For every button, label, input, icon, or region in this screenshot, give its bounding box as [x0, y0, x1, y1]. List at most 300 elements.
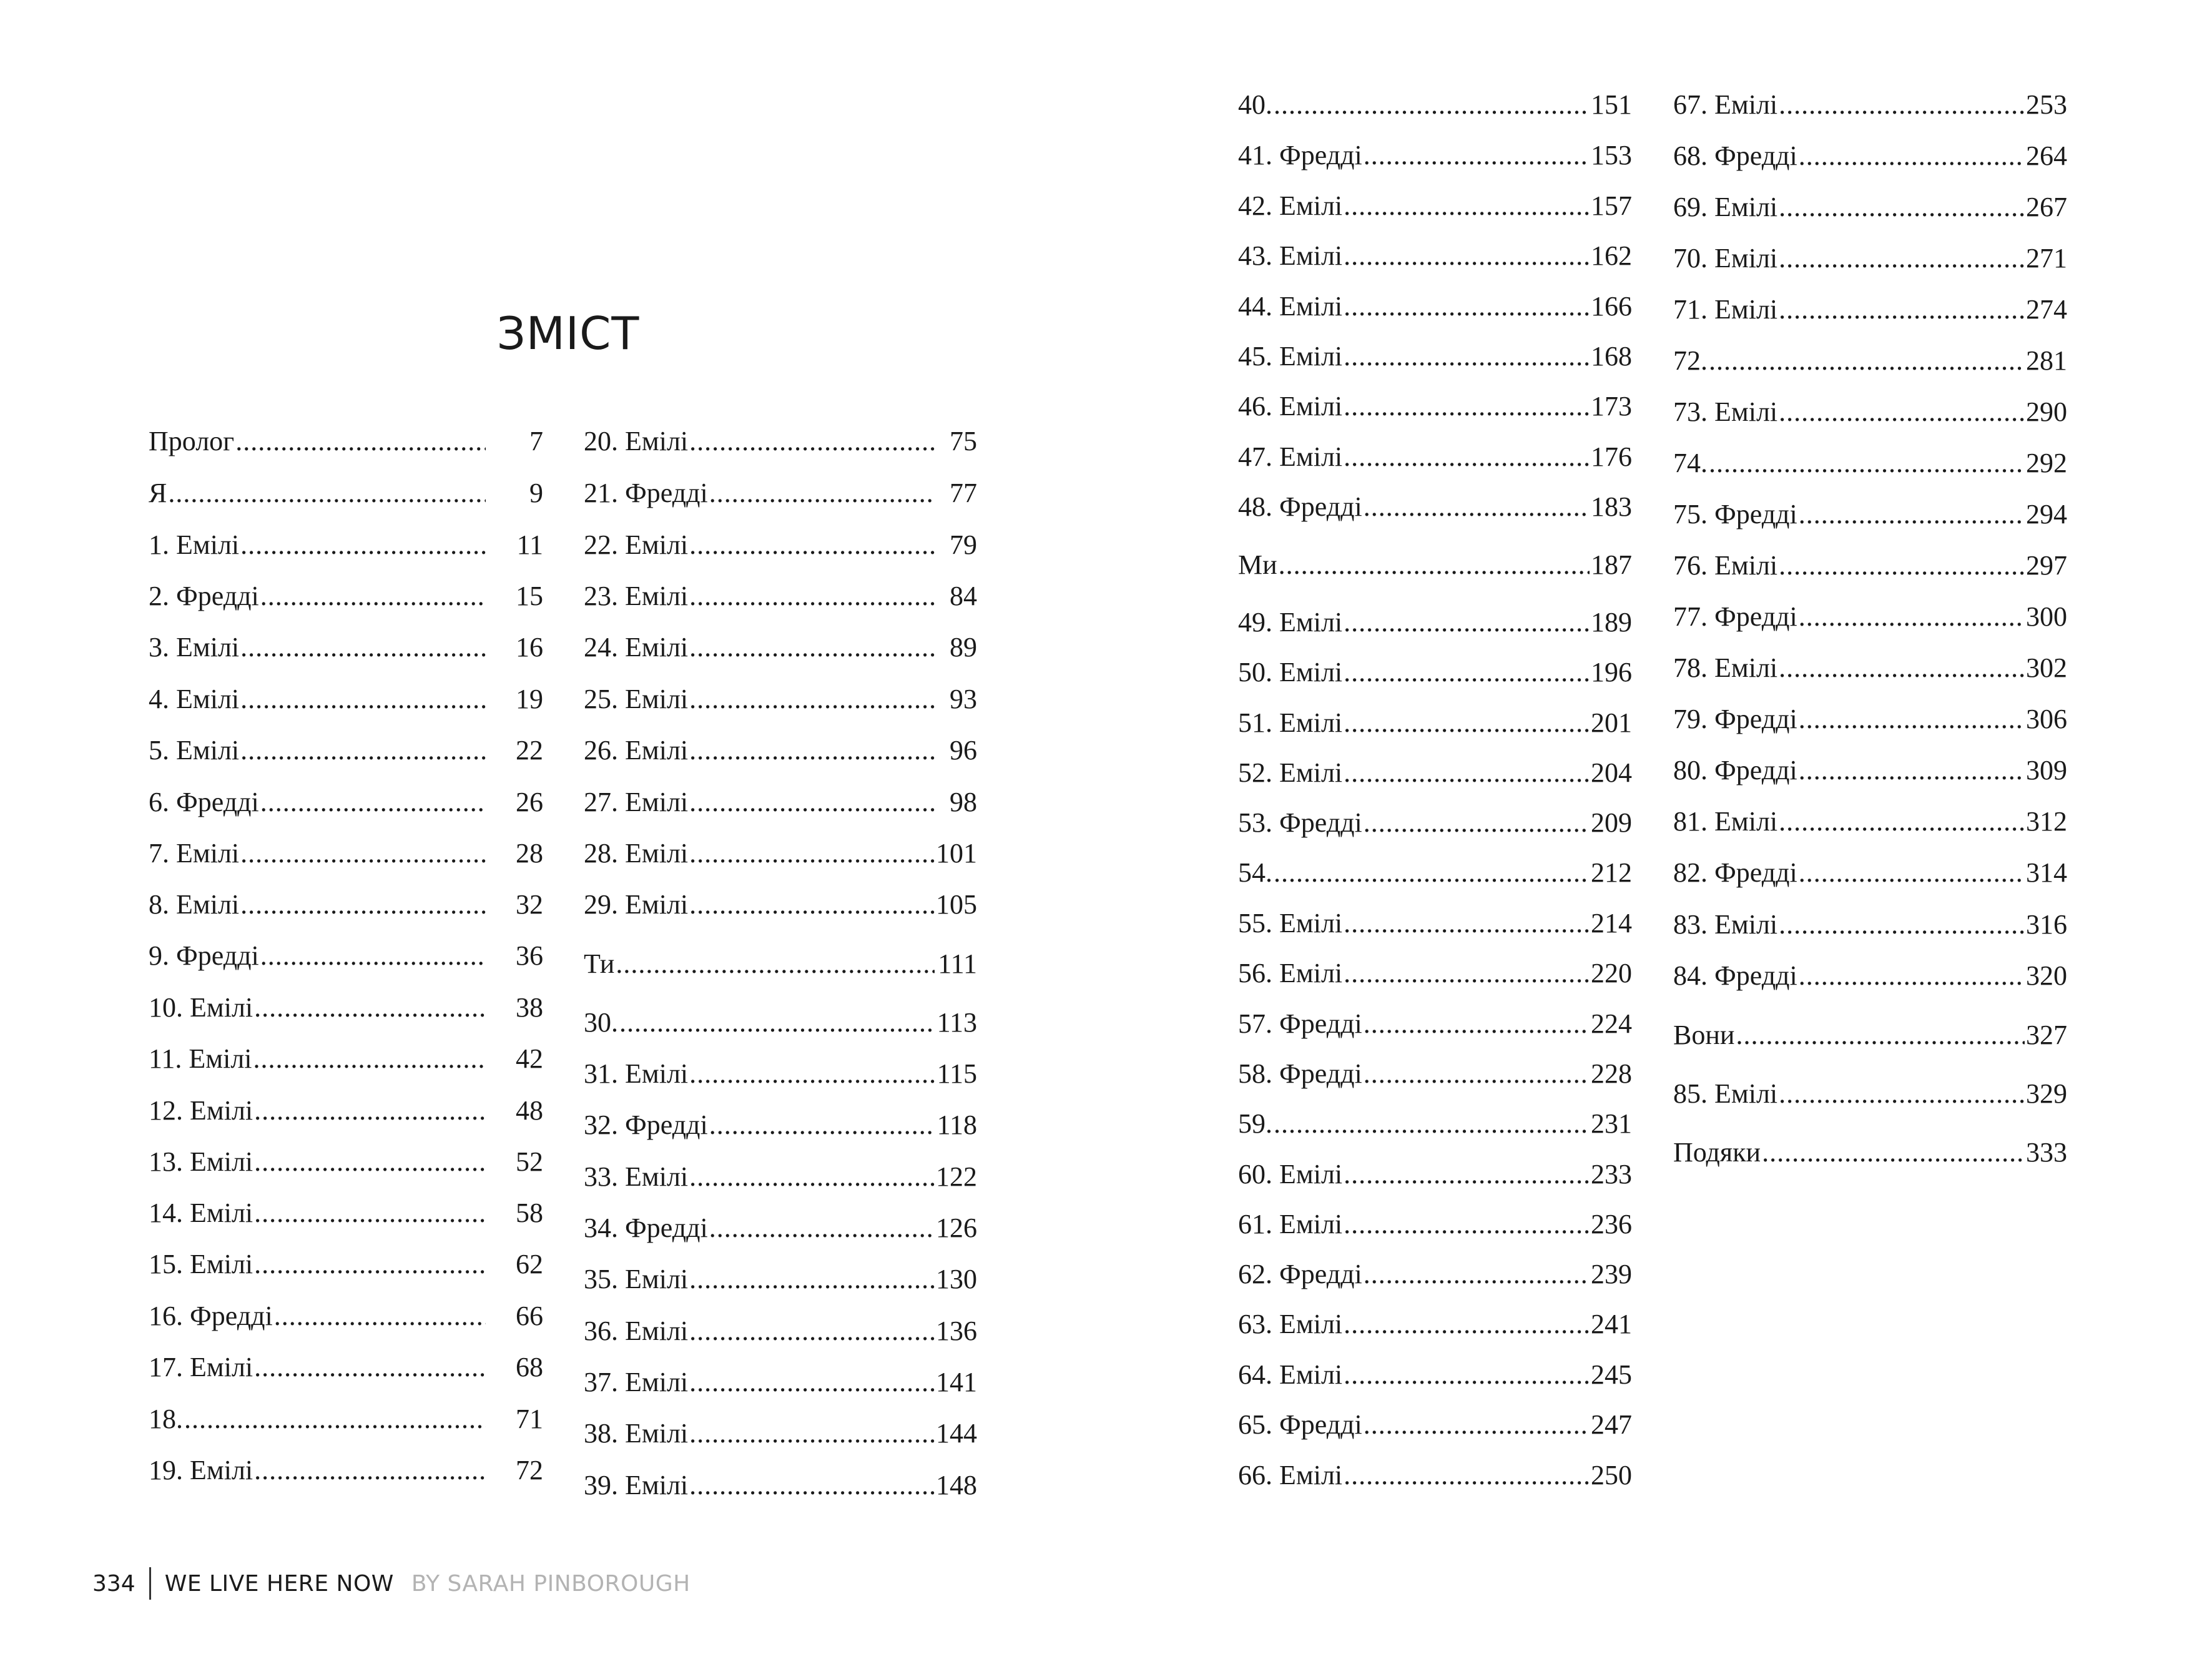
dot-leader: [689, 1415, 935, 1452]
toc-entry: [1238, 488, 1632, 526]
toc-entry: [1673, 803, 2067, 840]
toc-entry-label: 26. Емілі: [584, 735, 689, 766]
toc-entry-label: 63. Емілі: [1238, 1309, 1343, 1339]
dot-leader: [689, 784, 935, 821]
toc-entry-label: 9. Фредді: [149, 940, 259, 971]
toc-entry: [1673, 291, 2067, 328]
toc-entry-label: 3. Емілі: [149, 632, 240, 662]
toc-entry-page: 290: [2026, 396, 2067, 427]
toc-entry-page: 52: [516, 1146, 543, 1177]
toc-entry-label: 43. Емілі: [1238, 240, 1343, 271]
toc-entry-label: 73. Емілі: [1673, 396, 1778, 427]
toc-entry: [149, 578, 543, 615]
dot-leader: [1364, 1406, 1590, 1444]
toc-entry-page: 122: [936, 1161, 977, 1192]
toc-entry-label: 67. Емілі: [1673, 89, 1778, 120]
footer-divider: [149, 1567, 151, 1600]
toc-entry: [1673, 854, 2067, 892]
toc-entry-label: 82. Фредді: [1673, 857, 1797, 888]
toc-entry-label: 51. Емілі: [1238, 707, 1343, 738]
toc-entry-page: 333: [2026, 1137, 2067, 1168]
toc-entry: [1238, 1005, 1632, 1043]
toc-entry: [584, 629, 977, 666]
toc-entry: [1238, 1406, 1632, 1444]
dot-leader: [1762, 1134, 2025, 1171]
dot-leader: [1364, 488, 1590, 526]
dot-leader: [1799, 957, 2025, 995]
toc-entry-page: 214: [1591, 908, 1632, 938]
toc-entry-label: 76. Емілі: [1673, 550, 1778, 581]
toc-entry-page: 314: [2026, 857, 2067, 888]
toc-entry-label: Пролог: [149, 426, 235, 456]
toc-entry-label: 58. Фредді: [1238, 1058, 1362, 1089]
toc-entry-page: 241: [1591, 1309, 1632, 1339]
toc-entry-label: 35. Емілі: [584, 1264, 689, 1294]
toc-entry: [149, 937, 543, 975]
dot-leader: [1274, 86, 1590, 124]
dot-leader: [235, 423, 486, 460]
toc-entry-label: 10. Емілі: [149, 992, 253, 1023]
toc-entry-page: 151: [1591, 89, 1632, 120]
toc-entry-page: 228: [1591, 1058, 1632, 1089]
toc-entry-page: 38: [516, 992, 543, 1023]
dot-leader: [240, 629, 486, 666]
toc-entry-page: 96: [950, 735, 977, 766]
toc-entry-page: 16: [516, 632, 543, 662]
dot-leader: [689, 681, 935, 718]
toc-entry: [584, 526, 977, 564]
toc-entry: [1238, 288, 1632, 325]
dot-leader: [1779, 649, 2025, 687]
toc-entry-page: 162: [1591, 240, 1632, 271]
toc-entry-label: 47. Емілі: [1238, 441, 1343, 472]
toc-entry: [584, 835, 977, 872]
toc-entry-page: 231: [1591, 1108, 1632, 1139]
dot-leader: [689, 1261, 935, 1298]
toc-entry: [584, 578, 977, 615]
dot-leader: [1274, 854, 1590, 892]
toc-entry-page: 300: [2026, 601, 2067, 632]
toc-entry-page: 105: [936, 889, 977, 920]
toc-entry-page: 84: [950, 581, 977, 611]
dot-leader: [1344, 438, 1590, 476]
toc-entry: [584, 1261, 977, 1298]
toc-entry-page: 267: [2026, 192, 2067, 222]
dot-leader: [1779, 393, 2025, 431]
toc-entry-label: 85. Емілі: [1673, 1078, 1778, 1109]
toc-entry: [1238, 338, 1632, 375]
dot-leader: [709, 1209, 935, 1247]
toc-entry-label: 75. Фредді: [1673, 499, 1797, 529]
book-title: WE LIVE HERE NOW: [164, 1570, 394, 1597]
dot-leader: [254, 1143, 486, 1181]
toc-entry: [149, 835, 543, 872]
dot-leader: [1344, 1306, 1590, 1343]
toc-entry-page: 26: [516, 787, 543, 817]
toc-entry: [1673, 1134, 2067, 1171]
toc-entry: [149, 1194, 543, 1232]
dot-leader: [1364, 804, 1590, 842]
dot-leader: [709, 1106, 935, 1144]
toc-entry-page: 312: [2026, 806, 2067, 837]
toc-entry-label: 53. Фредді: [1238, 807, 1362, 838]
dot-leader: [254, 1349, 486, 1386]
toc-entry-page: 201: [1591, 707, 1632, 738]
toc-entry: [149, 1401, 543, 1438]
toc-entry-page: 183: [1591, 491, 1632, 522]
toc-entry-label: 18.: [149, 1404, 183, 1434]
dot-leader: [1344, 704, 1590, 742]
dot-leader: [1779, 86, 2025, 124]
toc-entry-page: 9: [529, 478, 543, 508]
toc-entry-label: 80. Фредді: [1673, 755, 1797, 785]
toc-entry-page: 320: [2026, 960, 2067, 991]
toc-entry-label: 37. Емілі: [584, 1367, 689, 1397]
toc-entry: [1238, 137, 1632, 174]
toc-entry-label: 5. Емілі: [149, 735, 240, 766]
toc-entry-page: 136: [936, 1316, 977, 1346]
toc-entry: [1238, 854, 1632, 892]
toc-entry-page: 204: [1591, 757, 1632, 788]
dot-leader: [240, 526, 486, 564]
dot-leader: [689, 732, 935, 769]
toc-entry: [584, 681, 977, 718]
toc-entry: [149, 784, 543, 821]
dot-leader: [1364, 1055, 1590, 1093]
toc-entry: [1238, 654, 1632, 691]
dot-leader: [1344, 1156, 1590, 1193]
toc-entry-page: 144: [936, 1418, 977, 1449]
toc-entry-label: 13. Емілі: [149, 1146, 253, 1177]
toc-entry-label: 79. Фредді: [1673, 704, 1797, 734]
toc-entry: [1673, 752, 2067, 789]
toc-entry-page: 157: [1591, 190, 1632, 221]
toc-entry: [149, 1143, 543, 1181]
toc-entry-label: 22. Емілі: [584, 529, 689, 560]
toc-entry-label: 20. Емілі: [584, 426, 689, 456]
toc-entry-label: 71. Емілі: [1673, 294, 1778, 325]
dot-leader: [260, 937, 486, 975]
dot-leader: [1344, 338, 1590, 375]
dot-leader: [1709, 342, 2025, 380]
toc-entry-page: 212: [1591, 857, 1632, 888]
dot-leader: [1779, 547, 2025, 584]
toc-entry: [1673, 547, 2067, 584]
toc-entry: [584, 784, 977, 821]
toc-entry-page: 72: [516, 1455, 543, 1485]
toc-entry-label: 21. Фредді: [584, 478, 708, 508]
toc-entry: [584, 1209, 977, 1247]
toc-entry: [1238, 1306, 1632, 1343]
dot-leader: [1779, 189, 2025, 226]
toc-entry-page: 48: [516, 1095, 543, 1126]
toc-entry-label: 52. Емілі: [1238, 757, 1343, 788]
toc-entry-page: 141: [936, 1367, 977, 1397]
dot-leader: [1799, 496, 2025, 533]
toc-entry-label: 46. Емілі: [1238, 391, 1343, 421]
toc-entry-page: 189: [1591, 607, 1632, 638]
toc-entry-page: 329: [2026, 1078, 2067, 1109]
toc-entry-page: 236: [1591, 1209, 1632, 1239]
toc-entry-page: 19: [516, 684, 543, 714]
toc-entry: [1238, 704, 1632, 742]
toc-entry-page: 36: [516, 940, 543, 971]
toc-entry-label: 55. Емілі: [1238, 908, 1343, 938]
toc-entry-label: 83. Емілі: [1673, 909, 1778, 940]
toc-entry: [1238, 388, 1632, 425]
toc-entry: [149, 1092, 543, 1130]
toc-entry: [1238, 546, 1632, 584]
toc-entry-label: 11. Емілі: [149, 1043, 252, 1074]
toc-entry-page: 42: [516, 1043, 543, 1074]
toc-entry-label: 7. Емілі: [149, 838, 240, 869]
toc-entry-label: 2. Фредді: [149, 581, 259, 611]
toc-entry-label: Подяки: [1673, 1137, 1761, 1168]
toc-entry: [584, 945, 977, 983]
toc-entry-label: 61. Емілі: [1238, 1209, 1343, 1239]
dot-leader: [689, 1055, 935, 1093]
toc-entry: [1238, 905, 1632, 942]
toc-entry-label: 69. Емілі: [1673, 192, 1778, 222]
toc-entry-page: 316: [2026, 909, 2067, 940]
dot-leader: [1344, 237, 1590, 275]
toc-entry: [1673, 1017, 2067, 1054]
toc-entry: [584, 423, 977, 460]
toc-entry-label: 50. Емілі: [1238, 657, 1343, 687]
toc-entry-page: 302: [2026, 652, 2067, 683]
toc-entry: [149, 1246, 543, 1283]
toc-entry-page: 75: [950, 426, 977, 456]
toc-entry-label: 4. Емілі: [149, 684, 240, 714]
toc-entry-page: 294: [2026, 499, 2067, 529]
dot-leader: [1364, 137, 1590, 174]
toc-entry: [149, 989, 543, 1026]
dot-leader: [1779, 291, 2025, 328]
page-number: 334: [92, 1570, 135, 1597]
toc-entry: [584, 886, 977, 923]
toc-entry-label: 14. Емілі: [149, 1198, 253, 1228]
toc-entry-page: 309: [2026, 755, 2067, 785]
toc-entry: [149, 629, 543, 666]
toc-entry: [149, 681, 543, 718]
toc-entry: [1673, 598, 2067, 636]
toc-entry-page: 115: [936, 1058, 977, 1089]
dot-leader: [1344, 288, 1590, 325]
dot-leader: [254, 1092, 486, 1130]
dot-leader: [1344, 187, 1590, 225]
dot-leader: [689, 1158, 935, 1196]
toc-entry: [1238, 438, 1632, 476]
toc-entry-page: 98: [950, 787, 977, 817]
toc-entry-label: 33. Емілі: [584, 1161, 689, 1192]
toc-entry-label: 19. Емілі: [149, 1455, 253, 1485]
page-footer: [92, 1566, 691, 1601]
dot-leader: [240, 835, 486, 872]
toc-entry: [584, 1467, 977, 1504]
toc-entry-page: 126: [936, 1213, 977, 1243]
toc-entry-page: 187: [1591, 549, 1632, 580]
toc-entry-page: 111: [938, 948, 977, 979]
dot-leader: [1779, 803, 2025, 840]
toc-entry: [1238, 955, 1632, 992]
dot-leader: [1364, 1005, 1590, 1043]
toc-entry: [1238, 1356, 1632, 1394]
toc-entry: [584, 1106, 977, 1144]
toc-entry-page: 196: [1591, 657, 1632, 687]
toc-entry-label: 42. Емілі: [1238, 190, 1343, 221]
toc-entry-page: 173: [1591, 391, 1632, 421]
dot-leader: [689, 578, 935, 615]
toc-entry: [584, 475, 977, 512]
toc-entry-label: 49. Емілі: [1238, 607, 1343, 638]
toc-entry-label: 56. Емілі: [1238, 958, 1343, 988]
toc-entry-label: 72.: [1673, 345, 1708, 376]
dot-leader: [1274, 1105, 1590, 1143]
toc-entry-label: 60. Емілі: [1238, 1159, 1343, 1189]
dot-leader: [1799, 701, 2025, 738]
toc-entry: [1673, 393, 2067, 431]
toc-entry-page: 209: [1591, 807, 1632, 838]
toc-entry-label: 44. Емілі: [1238, 291, 1343, 322]
toc-entry-page: 176: [1591, 441, 1632, 472]
toc-entry: [149, 1297, 543, 1335]
toc-entry-label: 70. Емілі: [1673, 243, 1778, 273]
toc-entry: [1238, 804, 1632, 842]
toc-entry-label: 74.: [1673, 448, 1708, 478]
toc-entry: [1673, 906, 2067, 943]
toc-entry: [584, 1004, 977, 1041]
toc-entry-page: 292: [2026, 448, 2067, 478]
toc-entry-page: 89: [950, 632, 977, 662]
dot-leader: [240, 681, 486, 718]
toc-entry-page: 306: [2026, 704, 2067, 734]
toc-entry-page: 274: [2026, 294, 2067, 325]
book-author: BY SARAH PINBOROUGH: [411, 1570, 691, 1597]
toc-entry-label: 57. Фредді: [1238, 1008, 1362, 1039]
toc-entry: [1673, 649, 2067, 687]
toc-entry-page: 11: [516, 529, 543, 560]
toc-entry-page: 233: [1591, 1159, 1632, 1189]
dot-leader: [689, 886, 935, 923]
toc-entry-label: 28. Емілі: [584, 838, 689, 869]
toc-entry-page: 153: [1591, 140, 1632, 170]
dot-leader: [254, 1246, 486, 1283]
toc-entry-page: 239: [1591, 1259, 1632, 1289]
toc-entry-label: 78. Емілі: [1673, 652, 1778, 683]
toc-entry: [1238, 1156, 1632, 1193]
toc-entry-label: 1. Емілі: [149, 529, 240, 560]
toc-entry-page: 77: [950, 478, 977, 508]
dot-leader: [254, 989, 486, 1026]
toc-entry-label: 77. Фредді: [1673, 601, 1797, 632]
toc-entry-label: 38. Емілі: [584, 1418, 689, 1449]
toc-entry-page: 247: [1591, 1409, 1632, 1440]
toc-entry-label: 66. Емілі: [1238, 1460, 1343, 1490]
toc-entry: [1673, 701, 2067, 738]
toc-entry-label: 41. Фредді: [1238, 140, 1362, 170]
toc-entry: [149, 1349, 543, 1386]
toc-entry-label: 39. Емілі: [584, 1470, 689, 1500]
toc-entry: [1238, 86, 1632, 124]
toc-entry-page: 297: [2026, 550, 2067, 581]
toc-entry-page: 148: [936, 1470, 977, 1500]
toc-entry-page: 168: [1591, 341, 1632, 372]
toc-entry-label: 6. Фредді: [149, 787, 259, 817]
dot-leader: [1799, 752, 2025, 789]
toc-entry-page: 66: [516, 1301, 543, 1331]
toc-entry-label: 23. Емілі: [584, 581, 689, 611]
toc-entry-label: 64. Емілі: [1238, 1359, 1343, 1390]
toc-entry-page: 253: [2026, 89, 2067, 120]
dot-leader: [1779, 240, 2025, 277]
toc-entry-label: 24. Емілі: [584, 632, 689, 662]
dot-leader: [1364, 1256, 1590, 1293]
toc-entry: [1673, 86, 2067, 124]
dot-leader: [1344, 388, 1590, 425]
dot-leader: [1344, 604, 1590, 641]
dot-leader: [1799, 137, 2025, 175]
toc-entry-label: 29. Емілі: [584, 889, 689, 920]
toc-entry: [1673, 342, 2067, 380]
dot-leader: [689, 629, 935, 666]
dot-leader: [1709, 445, 2025, 482]
toc-entry-label: 31. Емілі: [584, 1058, 689, 1089]
dot-leader: [616, 945, 935, 983]
toc-entry: [149, 886, 543, 923]
toc-entry-page: 79: [950, 529, 977, 560]
toc-entry: [149, 423, 543, 460]
toc-entry-page: 264: [2026, 140, 2067, 171]
toc-entry: [1238, 187, 1632, 225]
dot-leader: [253, 1040, 486, 1078]
toc-entry: [584, 1415, 977, 1452]
dot-leader: [1799, 598, 2025, 636]
toc-entry: [149, 732, 543, 769]
toc-entry-label: 30.: [584, 1007, 618, 1038]
toc-entry-page: 68: [516, 1352, 543, 1382]
toc-entry: [1673, 240, 2067, 277]
toc-entry-label: 48. Фредді: [1238, 491, 1362, 522]
toc-entry-label: Вони: [1673, 1020, 1735, 1050]
toc-entry-label: 65. Фредді: [1238, 1409, 1362, 1440]
dot-leader: [260, 784, 486, 821]
toc-entry: [1673, 137, 2067, 175]
dot-leader: [709, 475, 935, 512]
toc-entry: [1238, 754, 1632, 792]
dot-leader: [1344, 1457, 1590, 1494]
toc-entry-label: 40.: [1238, 89, 1272, 120]
toc-entry-page: 271: [2026, 243, 2067, 273]
toc-entry-label: 84. Фредді: [1673, 960, 1797, 991]
toc-entry-page: 71: [516, 1404, 543, 1434]
toc-entry: [149, 1452, 543, 1489]
toc-entry-page: 32: [516, 889, 543, 920]
toc-entry-label: 17. Емілі: [149, 1352, 253, 1382]
toc-entry-page: 62: [516, 1249, 543, 1279]
toc-entry-label: Я: [149, 478, 167, 508]
toc-entry: [1238, 1457, 1632, 1494]
toc-entry-label: 81. Емілі: [1673, 806, 1778, 837]
toc-entry-page: 327: [2026, 1020, 2067, 1050]
dot-leader: [1344, 905, 1590, 942]
toc-entry-label: Ти: [584, 948, 615, 979]
dot-leader: [274, 1297, 486, 1335]
toc-entry: [1238, 604, 1632, 641]
dot-leader: [260, 578, 486, 615]
toc-entry-label: 32. Фредді: [584, 1110, 708, 1140]
toc-entry-label: Ми: [1238, 549, 1277, 580]
toc-entry-page: 101: [936, 838, 977, 869]
